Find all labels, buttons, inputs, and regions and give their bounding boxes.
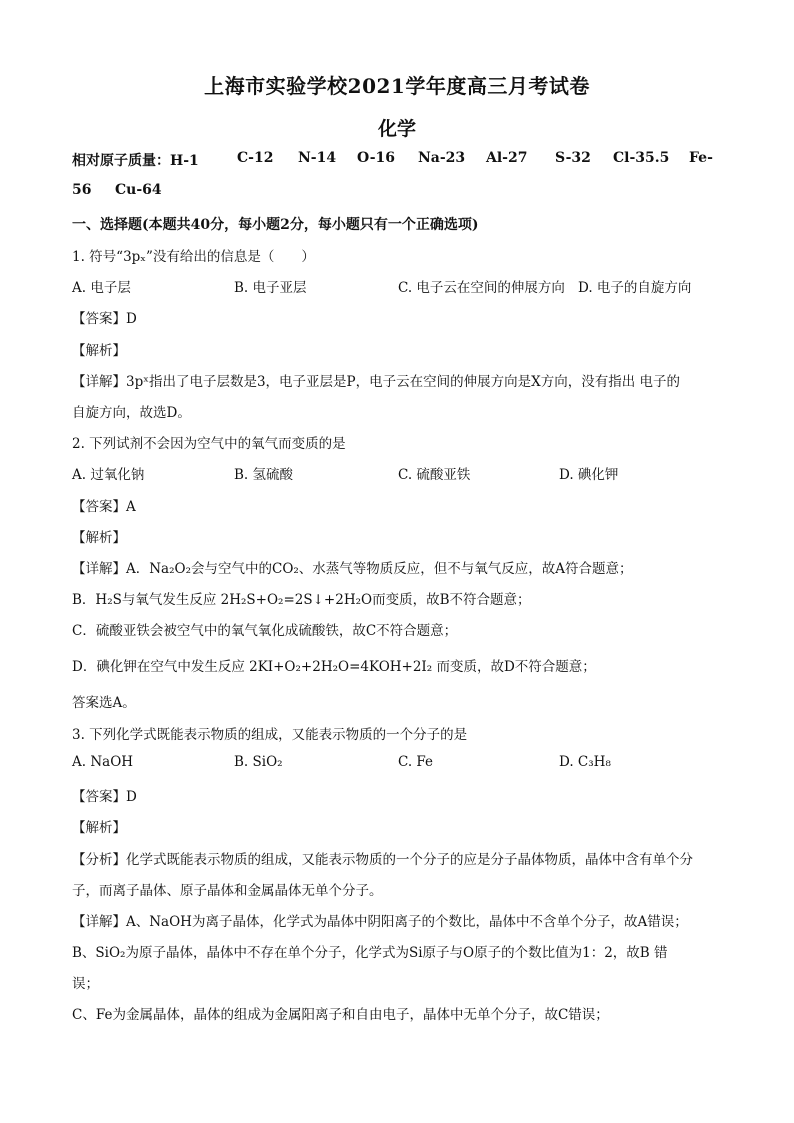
atomic-mass-line-2 [72, 182, 272, 202]
subject-title: 化学 [377, 118, 416, 140]
question-1-stem: 1. 符号“3pₓ”没有给出的信息是（ ） [72, 249, 315, 265]
question-2-options [72, 463, 722, 483]
section-heading: 一、选择题(本题共40分，每小题2分，每小题只有一个正确选项) [72, 217, 479, 233]
analysis-label: 【解析】 [72, 820, 126, 836]
option-b: B. 氢硫酸 [234, 467, 294, 483]
option-b: B. SiO₂ [234, 754, 283, 770]
option-a: A. 电子层 [72, 280, 131, 296]
atomic-mass-item: Al-27 [486, 150, 528, 166]
option-d: D. 电子的自旋方向 [578, 280, 692, 296]
atomic-mass-item: Fe- [689, 150, 713, 166]
detail-text: 【详解】A、NaOH为离子晶体，化学式为晶体中阴阳离子的个数比，晶体中不含单个分子，故A错误； [72, 914, 688, 930]
atomic-mass-line-1 [72, 150, 722, 170]
exam-title: 上海市实验学校2021学年度高三月考试卷 [204, 74, 590, 98]
option-c: C. Fe [398, 754, 434, 770]
analysis-label: 【解析】 [72, 530, 126, 546]
atomic-mass-item: O-16 [357, 150, 396, 166]
conclusion-text: 答案选A。 [72, 695, 136, 711]
option-a: A. NaOH [72, 754, 134, 770]
fenxi-text: 子，而离子晶体、原子晶体和金属晶体无单个分子。 [72, 883, 383, 899]
answer-label: 【答案】D [72, 311, 137, 327]
atomic-mass-item: C-12 [237, 150, 274, 166]
option-d: D. C₃H₈ [559, 754, 611, 770]
atomic-mass-item: Na-23 [418, 150, 466, 166]
atomic-mass-item: N-14 [298, 150, 337, 166]
question-3-options [72, 754, 722, 774]
detail-text: 【详解】A．Na₂O₂会与空气中的CO₂、水蒸气等物质反应，但不与氧气反应，故A符合题意； [72, 561, 633, 577]
option-c: C. 电子云在空间的伸展方向 [398, 280, 565, 296]
fenxi-text: 【分析】化学式既能表示物质的组成，又能表示物质的一个分子的应是分子晶体物质，晶体中含有单个分 [72, 852, 693, 868]
answer-label: 【答案】A [72, 499, 136, 515]
atomic-mass-item: Cl-35.5 [613, 150, 670, 166]
atomic-mass-item: S-32 [555, 150, 591, 166]
option-c: C. 硫酸亚铁 [398, 467, 471, 483]
detail-text: B．H₂S与氧气发生反应 2H₂S+O₂=2S↓+2H₂O而变质，故B不符合题意； [72, 592, 531, 608]
detail-text: 【详解】3pˣ指出了电子层数是3，电子亚层是P，电子云在空间的伸展方向是X方向，没有指出 电子的 [72, 374, 681, 390]
detail-text: C．硫酸亚铁会被空气中的氧气氧化成硫酸铁，故C不符合题意； [72, 623, 458, 639]
question-2-stem: 2. 下列试剂不会因为空气中的氧气而变质的是 [72, 436, 346, 452]
answer-label: 【答案】D [72, 789, 137, 805]
analysis-label: 【解析】 [72, 343, 126, 359]
question-3-stem: 3. 下列化学式既能表示物质的组成，又能表示物质的一个分子的是 [72, 727, 468, 743]
option-b: B. 电子亚层 [234, 280, 307, 296]
detail-text: B、SiO₂为原子晶体，晶体中不存在单个分子，化学式为Si原子与O原子的个数比值为1：2，故B 错 [72, 945, 668, 961]
detail-text: C、Fe为金属晶体，晶体的组成为金属阳离子和自由电子，晶体中无单个分子，故C错误； [72, 1007, 609, 1023]
option-a: A. 过氧化钠 [72, 467, 145, 483]
detail-text: 误； [72, 976, 99, 992]
atomic-mass-label: 相对原子质量：H-1 [72, 153, 199, 169]
atomic-mass-item: 56 [72, 182, 92, 198]
question-1-options [72, 276, 722, 296]
detail-text: 自旋方向，故选D。 [72, 405, 191, 421]
atomic-mass-item: Cu-64 [115, 182, 162, 198]
detail-text: D．碘化钾在空气中发生反应 2KI+O₂+2H₂O=4KOH+2I₂ 而变质，故D不符合题意； [72, 659, 596, 675]
option-d: D. 碘化钾 [559, 467, 619, 483]
